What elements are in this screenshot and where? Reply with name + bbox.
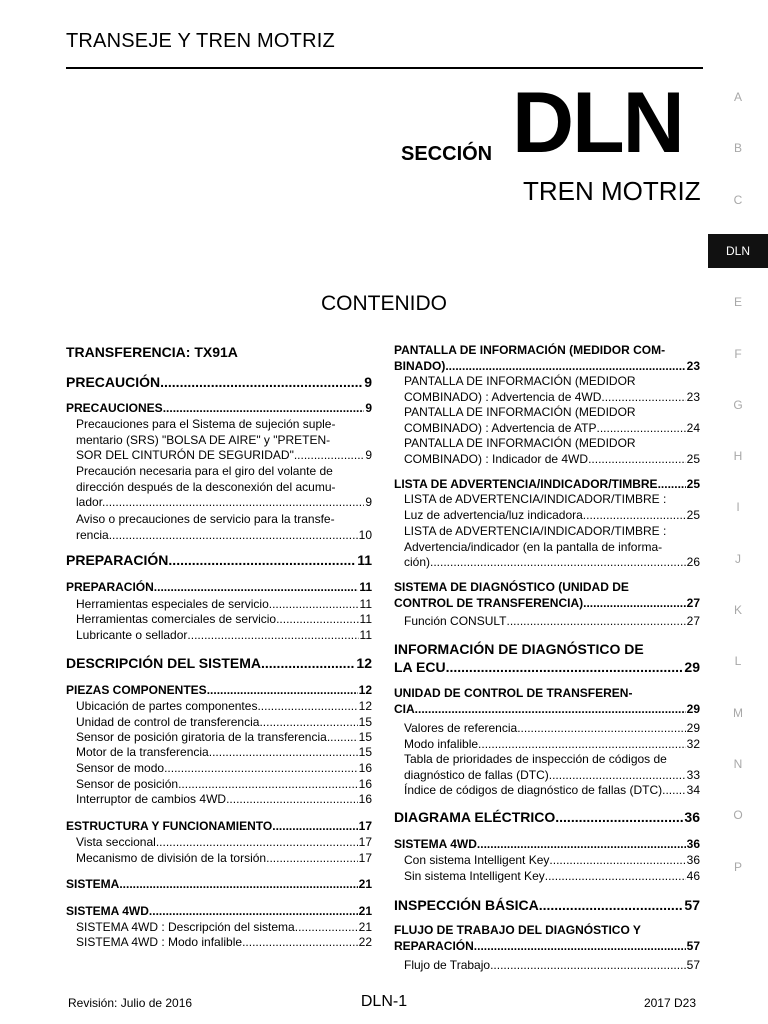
side-tab-o[interactable]: O	[733, 808, 743, 823]
toc-entry[interactable]	[66, 851, 372, 867]
toc-entry-text: Aviso o precauciones de servicio para la transfe-	[76, 512, 335, 526]
toc-page-number: 57	[686, 938, 700, 953]
toc-page-number: 21	[358, 877, 372, 891]
toc-entry[interactable]	[394, 923, 700, 954]
toc-page-number: 27	[686, 595, 700, 610]
toc-entry-text: Sensor de posición giratoria de la transferencia	[76, 730, 327, 744]
toc-entry-text: PRECAUCIÓN	[66, 374, 161, 390]
toc-leader-dots	[242, 935, 358, 951]
toc-leader-dots	[477, 837, 686, 853]
toc-entry-text: Precaución necesaria para el giro del volante de	[76, 464, 333, 478]
side-tab-n[interactable]: N	[733, 756, 743, 771]
toc-leader-dots	[445, 359, 685, 375]
toc-entry[interactable]	[394, 614, 700, 630]
toc-leader-dots	[583, 596, 686, 612]
toc-page-number: 11	[359, 612, 372, 626]
toc-leader-dots	[257, 699, 357, 715]
toc-leader-dots	[658, 477, 686, 493]
toc-entry[interactable]	[66, 343, 372, 361]
toc-leader-dots	[187, 628, 358, 644]
toc-entry[interactable]	[66, 904, 372, 920]
toc-entry-text: COMBINADO) : Advertencia de ATP	[404, 420, 597, 435]
toc-entry-text: CONTROL DE TRANSFERENCIA)	[394, 595, 584, 610]
toc-entry-text: SISTEMA	[66, 877, 120, 891]
toc-entry-text: INFORMACIÓN DE DIAGNÓSTICO DE	[394, 641, 644, 657]
contents-title: CONTENIDO	[321, 292, 447, 315]
footer-revision: Revisión: Julio de 2016	[68, 996, 193, 1010]
toc-page-number: 21	[358, 904, 372, 918]
toc-page-number: 15	[358, 715, 372, 729]
toc-page-number: 15	[358, 745, 372, 759]
toc-entry-text: Motor de la transferencia	[76, 745, 209, 759]
toc-entry-text: Función CONSULT	[404, 614, 507, 628]
toc-entry[interactable]	[66, 819, 372, 835]
toc-page-number: 9	[365, 448, 372, 462]
running-header-title: TRANSEJE Y TREN MOTRIZ	[66, 30, 335, 52]
toc-entry[interactable]	[394, 492, 700, 523]
toc-leader-dots	[109, 528, 358, 544]
toc-page-number: 23	[686, 358, 700, 373]
toc-page-number: 57	[686, 958, 700, 972]
toc-entry[interactable]	[394, 477, 700, 493]
toc-page-number: 10	[358, 527, 372, 542]
toc-entry-text: Valores de referencia	[404, 721, 518, 735]
toc-entry[interactable]	[66, 551, 372, 569]
toc-leader-dots	[490, 958, 686, 974]
toc-leader-dots	[266, 851, 358, 867]
toc-entry[interactable]	[394, 853, 700, 869]
toc-entry[interactable]	[66, 835, 372, 851]
toc-entry[interactable]	[66, 417, 372, 464]
toc-page-number: 25	[686, 507, 700, 522]
toc-leader-dots	[327, 730, 358, 746]
toc-entry-text: BINADO)	[394, 358, 446, 373]
toc-leader-dots	[276, 612, 358, 628]
side-tab-a[interactable]: A	[733, 90, 742, 104]
toc-entry[interactable]	[66, 920, 372, 936]
toc-entry-text: COMBINADO) : Advertencia de 4WD	[404, 389, 602, 404]
toc-entry-text: SISTEMA DE DIAGNÓSTICO (UNIDAD DE	[394, 580, 629, 594]
toc-page-number: 22	[358, 935, 372, 949]
toc-entry-text: LISTA de ADVERTENCIA/INDICADOR/TIMBRE :	[404, 492, 667, 506]
toc-entry-text: FLUJO DE TRABAJO DEL DIAGNÓSTICO Y	[394, 923, 641, 937]
toc-entry-text: Precauciones para el Sistema de sujeción suple-	[76, 417, 336, 431]
toc-page-number: 16	[358, 761, 372, 775]
toc-page-number: 29	[686, 721, 700, 735]
toc-entry-text: ción)	[404, 555, 431, 569]
toc-entry[interactable]	[394, 783, 700, 799]
toc-entry[interactable]	[66, 464, 372, 511]
toc-page-number: 16	[358, 792, 372, 806]
toc-page-number: 11	[359, 597, 372, 611]
toc-leader-dots	[105, 495, 364, 511]
toc-entry[interactable]	[394, 524, 700, 571]
toc-entry[interactable]	[66, 761, 372, 777]
toc-entry-text: Advertencia/indicador (en la pantalla de informa-	[404, 539, 663, 554]
side-tab-p[interactable]: P	[733, 859, 742, 874]
toc-entry[interactable]	[394, 896, 700, 914]
toc-page-number: 17	[358, 851, 372, 865]
toc-entry-text: Luz de advertencia/luz indicadora	[404, 507, 583, 522]
toc-entry-text: INSPECCIÓN BÁSICA	[394, 897, 539, 913]
toc-entry[interactable]	[66, 715, 372, 731]
toc-page-number: 12	[356, 655, 372, 671]
side-tab-g[interactable]: G	[733, 397, 743, 412]
toc-entry-text: Ubicación de partes componentes	[76, 699, 258, 713]
toc-leader-dots	[259, 715, 357, 731]
toc-entry-text: Índice de códigos de diagnóstico de fallas (DTC)	[404, 783, 663, 797]
toc-entry[interactable]	[66, 935, 372, 951]
toc-entry-text: DESCRIPCIÓN DEL SISTEMA	[66, 655, 261, 671]
toc-page-number: 27	[686, 614, 700, 628]
section-word: SECCIÓN	[401, 143, 493, 165]
toc-page-number: 36	[686, 837, 700, 851]
toc-page-number: 46	[686, 869, 700, 883]
toc-entry-text: rencia	[76, 527, 109, 542]
toc-entry[interactable]	[394, 343, 700, 374]
toc-entry-text: SISTEMA 4WD	[66, 904, 149, 918]
toc-leader-dots	[269, 597, 359, 613]
side-tab-h[interactable]: H	[733, 449, 743, 464]
toc-entry-text: PANTALLA DE INFORMACIÓN (MEDIDOR	[404, 405, 636, 419]
section-side-tabs	[708, 80, 768, 900]
toc-leader-dots	[160, 373, 363, 391]
toc-page-number: 33	[686, 767, 700, 782]
toc-entry-text: Flujo de Trabajo	[404, 958, 491, 972]
toc-leader-dots	[555, 808, 683, 826]
toc-entry-text: Unidad de control de transferencia	[76, 715, 260, 729]
toc-entry-text: Sensor de posición	[76, 777, 179, 791]
toc-entry[interactable]	[394, 869, 700, 885]
side-tab-e[interactable]: E	[733, 295, 742, 310]
toc-entry-text: SISTEMA 4WD : Modo infalible	[76, 935, 243, 949]
toc-entry[interactable]	[66, 401, 372, 417]
toc-entry-text: UNIDAD DE CONTROL DE TRANSFEREN-	[394, 686, 633, 700]
toc-entry[interactable]	[66, 628, 372, 644]
toc-entry-text: REPARACIÓN	[394, 938, 474, 953]
side-tab-f[interactable]: F	[734, 346, 742, 361]
toc-entry[interactable]	[66, 373, 372, 391]
toc-entry-text: Herramientas comerciales de servicio	[76, 612, 277, 626]
toc-entry-text: PANTALLA DE INFORMACIÓN (MEDIDOR	[404, 374, 636, 388]
toc-page-number: 23	[686, 389, 700, 404]
toc-entry-text: PANTALLA DE INFORMACIÓN (MEDIDOR	[404, 436, 636, 450]
side-tab-dln[interactable]: DLN	[708, 234, 768, 268]
toc-entry[interactable]	[394, 640, 700, 676]
toc-leader-dots	[154, 580, 359, 596]
toc-page-number: 57	[684, 897, 700, 913]
toc-entry[interactable]	[394, 686, 700, 717]
toc-leader-dots	[164, 761, 358, 777]
toc-leader-dots	[430, 555, 686, 571]
toc-page-number: 11	[359, 628, 372, 642]
toc-entry[interactable]	[394, 436, 700, 467]
toc-entry[interactable]	[394, 580, 700, 611]
toc-entry-text: Con sistema Intelligent Key	[404, 853, 550, 867]
toc-leader-dots	[446, 658, 684, 676]
toc-leader-dots	[295, 920, 358, 936]
toc-entry-text: PIEZAS COMPONENTES	[66, 683, 207, 697]
toc-page-number: 17	[358, 835, 372, 849]
toc-leader-dots	[506, 614, 685, 630]
toc-entry-text: ESTRUCTURA Y FUNCIONAMIENTO	[66, 819, 273, 833]
footer-model: 2017 D23	[643, 996, 696, 1010]
toc-leader-dots	[545, 869, 686, 885]
toc-entry-text: Sensor de modo	[76, 761, 165, 775]
toc-page-number: 36	[684, 809, 700, 825]
toc-page-number: 17	[358, 819, 372, 833]
toc-entry[interactable]	[66, 612, 372, 628]
toc-entry-text: Tabla de prioridades de inspección de códigos de	[404, 752, 667, 766]
toc-entry-text: diagnóstico de fallas (DTC)	[404, 767, 549, 782]
toc-entry[interactable]	[394, 721, 700, 737]
toc-leader-dots	[517, 721, 685, 737]
toc-entry-text: Herramientas especiales de servicio	[76, 597, 269, 611]
toc-entry-text: LA ECU	[394, 659, 446, 675]
toc-leader-dots	[226, 792, 358, 808]
side-tab-k[interactable]: K	[733, 603, 742, 617]
side-tab-j[interactable]: J	[735, 551, 741, 566]
toc-page-number: 12	[358, 699, 372, 713]
toc-page-number: 9	[365, 495, 372, 509]
toc-entry-text: Modo infalible	[404, 737, 479, 751]
toc-entry-text: mentario (SRS) "BOLSA DE AIRE" y "PRETEN-	[76, 432, 331, 447]
toc-page-number: 34	[686, 783, 700, 797]
side-tab-l[interactable]: L	[734, 654, 742, 669]
toc-entry[interactable]	[394, 752, 700, 783]
footer-page-label: DLN-1	[360, 993, 408, 1010]
header-rule	[66, 67, 703, 69]
toc-entry[interactable]	[66, 792, 372, 808]
side-tab-c[interactable]: C	[733, 192, 743, 207]
toc-leader-dots	[662, 783, 686, 799]
toc-leader-dots	[478, 737, 686, 753]
toc-page-number: 11	[359, 580, 372, 594]
toc-entry-text: Mecanismo de división de la torsión	[76, 851, 267, 865]
toc-leader-dots	[178, 777, 358, 793]
toc-entry[interactable]	[394, 405, 700, 436]
toc-entry-text: Vista seccional	[76, 835, 156, 849]
toc-page-number: 26	[686, 555, 700, 569]
toc-entry[interactable]	[66, 512, 372, 543]
toc-leader-dots	[588, 452, 686, 468]
toc-leader-dots	[597, 421, 686, 437]
toc-entry-text: dirección después de la desconexión del acumu-	[76, 479, 336, 494]
toc-page-number: 21	[358, 920, 372, 934]
toc-entry-text: PREPARACIÓN	[66, 552, 169, 568]
toc-page-number: 9	[365, 401, 372, 415]
toc-page-number: 32	[686, 737, 700, 751]
toc-leader-dots	[294, 448, 364, 464]
toc-entry[interactable]	[66, 730, 372, 746]
toc-page-number: 16	[358, 777, 372, 791]
toc-entry-text: TRANSFERENCIA: TX91A	[66, 344, 238, 360]
toc-entry[interactable]	[66, 597, 372, 613]
toc-leader-dots	[163, 401, 365, 417]
toc-leader-dots	[207, 683, 358, 699]
toc-page-number: 24	[686, 420, 700, 435]
toc-entry-text: Interruptor de cambios 4WD	[76, 792, 227, 806]
section-code: DLN	[512, 75, 683, 171]
toc-entry[interactable]	[394, 837, 700, 853]
toc-entry[interactable]	[66, 654, 372, 672]
toc-entry-text: SISTEMA 4WD : Descripción del sistema	[76, 920, 295, 934]
toc-entry[interactable]	[66, 777, 372, 793]
toc-page-number: 29	[684, 659, 700, 675]
toc-entry-text: PANTALLA DE INFORMACIÓN (MEDIDOR COM-	[394, 343, 666, 357]
toc-page-number: 29	[686, 701, 700, 716]
toc-leader-dots	[583, 508, 686, 524]
side-tab-i[interactable]: I	[736, 500, 740, 515]
toc-page-number: 36	[686, 853, 700, 867]
toc-leader-dots	[549, 853, 685, 869]
side-tab-b[interactable]: B	[733, 141, 742, 156]
toc-entry-text: Lubricante o sellador	[76, 628, 188, 642]
toc-leader-dots	[415, 702, 686, 718]
toc-entry-text: SOR DEL CINTURÓN DE SEGURIDAD"	[76, 448, 294, 462]
toc-entry[interactable]	[394, 737, 700, 753]
toc-entry-text: SISTEMA 4WD	[394, 837, 477, 851]
toc-entry-text: PREPARACIÓN	[66, 580, 154, 594]
toc-entry[interactable]	[66, 877, 372, 893]
side-tab-m[interactable]: M	[733, 705, 743, 720]
toc-entry[interactable]	[394, 374, 700, 405]
toc-leader-dots	[601, 390, 685, 406]
toc-leader-dots	[474, 939, 686, 955]
toc-entry-text: Sin sistema Intelligent Key	[404, 869, 545, 883]
toc-page-number: 12	[358, 683, 372, 697]
toc-leader-dots	[261, 654, 355, 672]
toc-entry[interactable]	[66, 683, 372, 699]
toc-entry-text: CIA	[394, 701, 415, 716]
toc-page-number: 25	[686, 451, 700, 466]
toc-page-number: 25	[686, 477, 700, 491]
toc-leader-dots	[209, 745, 358, 761]
toc-entry-text: PRECAUCIONES	[66, 401, 163, 415]
toc-entry-text: DIAGRAMA ELÉCTRICO	[394, 809, 556, 825]
toc-leader-dots	[549, 768, 686, 784]
section-name: TREN MOTRIZ	[523, 176, 701, 206]
toc-leader-dots	[149, 904, 358, 920]
toc-entry-text: LISTA DE ADVERTENCIA/INDICADOR/TIMBRE	[394, 477, 658, 491]
toc-entry-text: lador.	[76, 495, 106, 509]
toc-entry[interactable]	[66, 699, 372, 715]
toc-leader-dots	[119, 877, 357, 893]
toc-leader-dots	[272, 819, 357, 835]
toc-page-number: 15	[358, 730, 372, 744]
toc-leader-dots	[156, 835, 358, 851]
toc-entry-text: LISTA de ADVERTENCIA/INDICADOR/TIMBRE :	[404, 524, 667, 538]
toc-entry[interactable]	[394, 808, 700, 826]
toc-page-number: 9	[364, 374, 372, 390]
toc-entry-text: COMBINADO) : Indicador de 4WD	[404, 451, 589, 466]
toc-entry[interactable]	[66, 745, 372, 761]
toc-leader-dots	[168, 551, 356, 569]
toc-page-number: 11	[357, 552, 372, 568]
toc-entry[interactable]	[394, 958, 700, 974]
toc-entry[interactable]	[66, 580, 372, 596]
toc-leader-dots	[539, 896, 684, 914]
